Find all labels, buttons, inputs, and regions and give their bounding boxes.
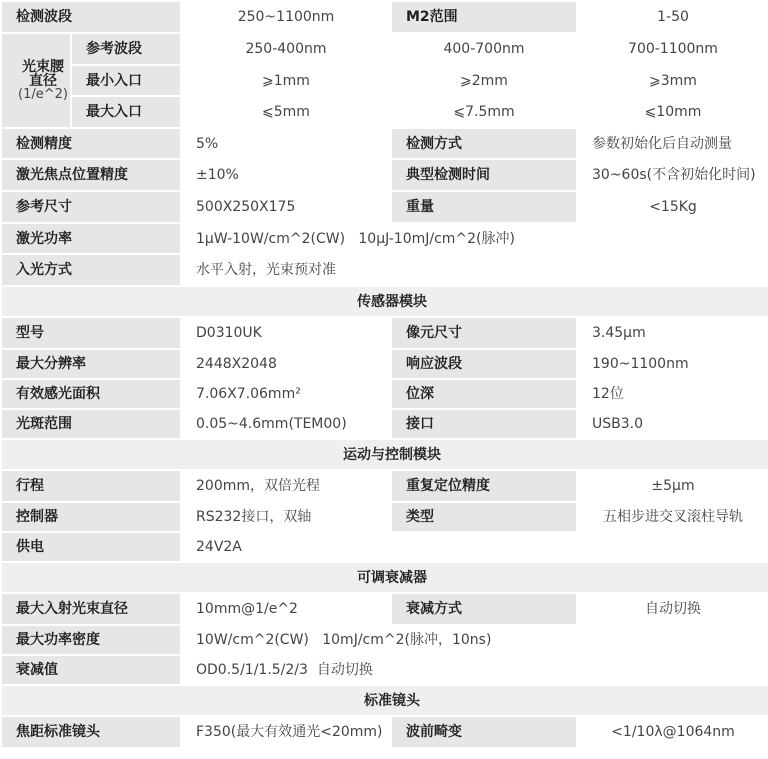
row-max-beam-dia	[1, 593, 768, 625]
label-type: 类型	[391, 502, 577, 532]
beam-waist-line-1: 光束腰	[22, 59, 64, 75]
value-max-input-3: ⩽10mm	[577, 96, 768, 128]
row-max-power-density	[1, 625, 768, 655]
row-ref-wavelength	[1, 33, 768, 65]
row-power-supply	[1, 532, 768, 562]
row-ref-size	[1, 191, 768, 223]
section-title-motion: 运动与控制模块	[1, 439, 768, 470]
section-title-attenuator: 可调衰减器	[1, 562, 768, 593]
section-title-sensor: 传感器模块	[1, 286, 768, 317]
value-wavefront: <1/10λ@1064nm	[577, 716, 768, 748]
row-laser-power	[1, 223, 768, 254]
value-power-supply: 24V2A	[181, 532, 768, 562]
value-repeat-accuracy: ±5μm	[577, 470, 768, 502]
row-max-input	[1, 96, 768, 128]
label-focal-lens: 焦距标准镜头	[1, 716, 181, 748]
row-sensor-title	[1, 286, 768, 317]
beam-waist-line-3: (1/e^2)	[18, 87, 68, 102]
beam-waist-line-2: 直径	[29, 73, 57, 89]
label-power-supply: 供电	[1, 532, 181, 562]
value-max-power-density: 10W/cm^2(CW) 10mJ/cm^2(脉冲，10ns)	[181, 625, 768, 655]
row-focus-accuracy	[1, 159, 768, 191]
label-max-power-density: 最大功率密度	[1, 625, 181, 655]
section-title-lens: 标准镜头	[1, 685, 768, 716]
value-spot-range: 0.05~4.6mm(TEM00)	[181, 409, 391, 439]
value-response-band: 190~1100nm	[577, 349, 768, 379]
label-max-input: 最大入口	[71, 96, 181, 128]
label-beam-waist	[1, 33, 71, 128]
row-atten-value	[1, 655, 768, 685]
value-focal-lens: F350(最大有效通光<20mm)	[181, 716, 391, 748]
row-lens-title	[1, 685, 768, 716]
row-attenuator-title	[1, 562, 768, 593]
label-controller: 控制器	[1, 502, 181, 532]
label-typical-time: 典型检测时间	[391, 159, 577, 191]
value-detect-method: 参数初始化后自动测量	[577, 128, 768, 159]
value-pixel-size: 3.45μm	[577, 317, 768, 349]
row-detect-wavelength	[1, 1, 768, 33]
row-accuracy	[1, 128, 768, 159]
value-weight: <15Kg	[577, 191, 768, 223]
value-accuracy: 5%	[181, 128, 391, 159]
value-effective-area: 7.06X7.06mm²	[181, 379, 391, 409]
label-atten-value: 衰减值	[1, 655, 181, 685]
value-ref-size: 500X250X175	[181, 191, 391, 223]
label-ref-size: 参考尺寸	[1, 191, 181, 223]
row-input-mode	[1, 254, 768, 286]
label-m2-range: M2范围	[391, 1, 577, 33]
label-effective-area: 有效感光面积	[1, 379, 181, 409]
value-min-input-1: ⩾1mm	[181, 65, 391, 96]
label-atten-method: 衰减方式	[391, 593, 577, 625]
value-laser-power: 1μW-10W/cm^2(CW) 10μJ-10mJ/cm^2(脉冲)	[181, 223, 768, 254]
value-max-input-2: ⩽7.5mm	[391, 96, 577, 128]
value-max-input-1: ⩽5mm	[181, 96, 391, 128]
value-input-mode: 水平入射，光束预对准	[181, 254, 768, 286]
label-response-band: 响应波段	[391, 349, 577, 379]
label-repeat-accuracy: 重复定位精度	[391, 470, 577, 502]
value-max-resolution: 2448X2048	[181, 349, 391, 379]
row-focal-lens	[1, 716, 768, 748]
value-bit-depth: 12位	[577, 379, 768, 409]
value-type: 五相步进交叉滚柱导轨	[577, 502, 768, 532]
label-bit-depth: 位深	[391, 379, 577, 409]
value-model: D0310UK	[181, 317, 391, 349]
value-min-input-2: ⩾2mm	[391, 65, 577, 96]
label-spot-range: 光斑范围	[1, 409, 181, 439]
label-interface: 接口	[391, 409, 577, 439]
value-detect-wavelength: 250~1100nm	[181, 1, 391, 33]
value-m2-range: 1-50	[577, 1, 768, 33]
value-typical-time: 30~60s(不含初始化时间)	[577, 159, 768, 191]
row-model	[1, 317, 768, 349]
value-min-input-3: ⩾3mm	[577, 65, 768, 96]
label-pixel-size: 像元尺寸	[391, 317, 577, 349]
label-input-mode: 入光方式	[1, 254, 181, 286]
value-controller: RS232接口，双轴	[181, 502, 391, 532]
value-max-beam-dia: 10mm@1/e^2	[181, 593, 391, 625]
label-focus-accuracy: 激光焦点位置精度	[1, 159, 181, 191]
value-stroke: 200mm，双倍光程	[181, 470, 391, 502]
label-detect-method: 检测方式	[391, 128, 577, 159]
row-controller	[1, 502, 768, 532]
label-max-beam-dia: 最大入射光束直径	[1, 593, 181, 625]
value-ref-wavelength-1: 250-400nm	[181, 33, 391, 65]
label-model: 型号	[1, 317, 181, 349]
label-detect-wavelength: 检测波段	[1, 1, 181, 33]
row-min-input	[1, 65, 768, 96]
row-stroke	[1, 470, 768, 502]
label-weight: 重量	[391, 191, 577, 223]
label-stroke: 行程	[1, 470, 181, 502]
label-accuracy: 检测精度	[1, 128, 181, 159]
value-ref-wavelength-3: 700-1100nm	[577, 33, 768, 65]
value-atten-value: OD0.5/1/1.5/2/3 自动切换	[181, 655, 768, 685]
value-atten-method: 自动切换	[577, 593, 768, 625]
label-min-input: 最小入口	[71, 65, 181, 96]
label-ref-wavelength: 参考波段	[71, 33, 181, 65]
row-motion-title	[1, 439, 768, 470]
row-effective-area	[1, 379, 768, 409]
label-laser-power: 激光功率	[1, 223, 181, 254]
row-max-resolution	[1, 349, 768, 379]
value-focus-accuracy: ±10%	[181, 159, 391, 191]
label-wavefront: 波前畸变	[391, 716, 577, 748]
label-max-resolution: 最大分辨率	[1, 349, 181, 379]
row-spot-range	[1, 409, 768, 439]
value-interface: USB3.0	[577, 409, 768, 439]
value-ref-wavelength-2: 400-700nm	[391, 33, 577, 65]
